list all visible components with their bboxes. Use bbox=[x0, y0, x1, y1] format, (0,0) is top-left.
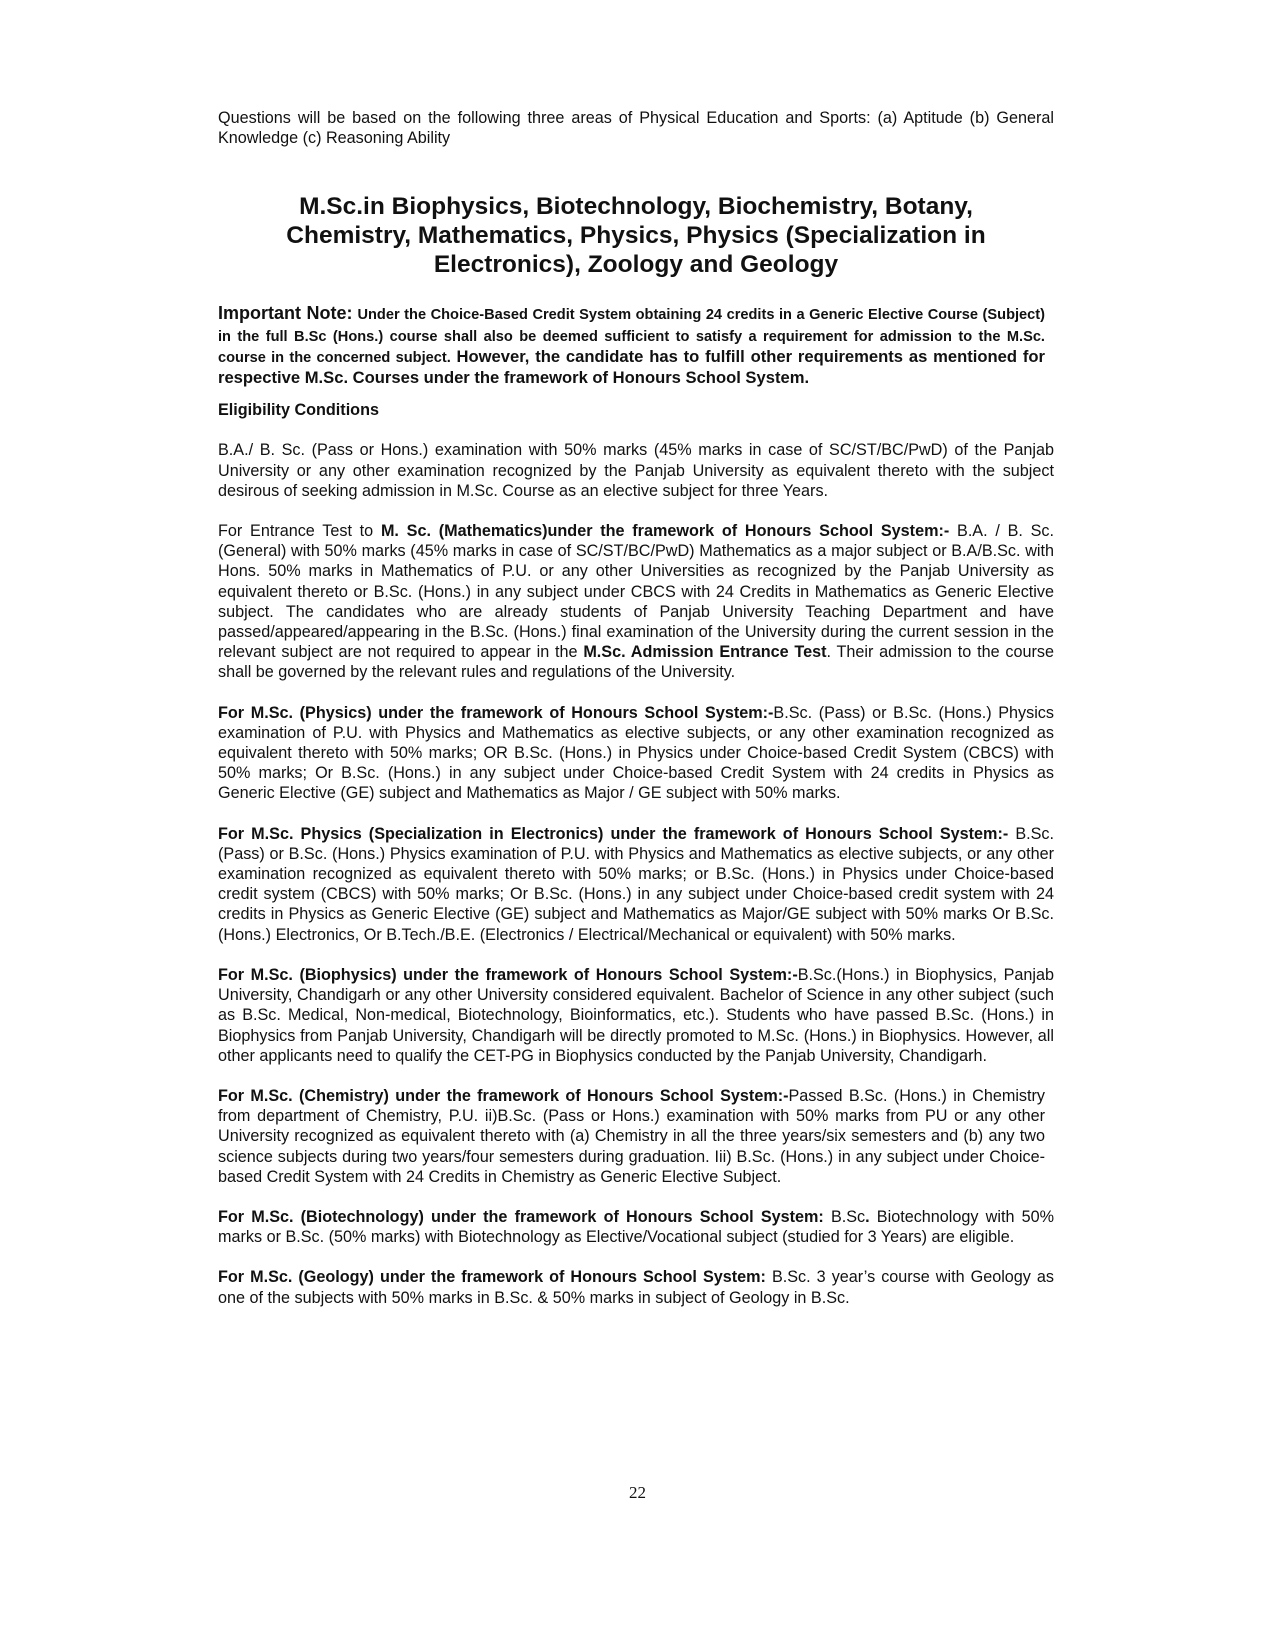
chemistry-text: Passed B.Sc. (Hons.) in Chemistry from department of Chemistry, P.U. ii)B.Sc. (Pass or Hons.) examination with 50% marks from PU or any other University recognized as equivalent thereto with (a) Chemistry in all the three years/six semesters and (b) any two science subjects during two years/four semesters during graduation. Iii) B.Sc. (Hons.) in any subject under Choice-based Credit System with 24 Credits in Chemistry as Generic Elective Subject. bbox=[218, 1086, 1045, 1186]
electronics-title: For M.Sc. Physics (Specialization in Electronics) under the framework of Honours School System:- bbox=[218, 824, 1009, 843]
geology-title: For M.Sc. (Geology) under the framework of Honours School System: bbox=[218, 1268, 766, 1287]
document-page bbox=[218, 108, 1054, 1328]
biotechnology-eligibility bbox=[218, 1207, 1054, 1247]
page-number: 22 bbox=[629, 1483, 646, 1502]
physics-text: B.Sc. (Pass) or B.Sc. (Hons.) Physics examination of P.U. with Physics and Mathematics as elective subjects, or any other examination recognized as equivalent thereto with 50% marks; OR B.Sc. (Hons.) in Physics under Choice-based Credit System (CBCS) with 50% marks; Or B.Sc. (Hons.) in any subject under Choice-based Credit System with 24 credits in Physics as Generic Elective (GE) subject and Mathematics as Major / GE subject with 50% marks. bbox=[218, 703, 1054, 803]
mathematics-text: B.A. / B. Sc. (General) with 50% marks (45% marks in case of SC/ST/BC/PwD) Mathematics as a major subject or B.A/B.Sc. with Hons. 50% marks in Mathematics of P.U. or any other Universities as recognized by the Panjab University as equivalent thereto or B.Sc. (Hons.) in any subject under CBCS with 24 Credits in Mathematics as Generic Elective subject. The candidates who are already students of Panjab University Teaching Department and have passed/appeared/appearing in the B.Sc. (Hons.) final examination of the University during the current session in the relevant subject are not required to appear in the bbox=[218, 522, 1055, 662]
mathematics-eligibility bbox=[218, 521, 1054, 683]
chemistry-title: For M.Sc. (Chemistry) under the framework of Honours School System:- bbox=[218, 1086, 789, 1105]
general-eligibility: B.A./ B. Sc. (Pass or Hons.) examination with 50% marks (45% marks in case of SC/ST/BC/PwD) of the Panjab University or any other examination recognized by the Panjab University as equivalent thereto with the subject desirous of seeking admission in M.Sc. Course as an elective subject for three Years. bbox=[218, 441, 1054, 500]
biophysics-text: B.Sc.(Hons.) in Biophysics, Panjab University, Chandigarh or any other University considered equivalent. Bachelor of Science in any other subject (such as B.Sc. Medical, Non-medical, Biotechnology, Bioinformatics, etc.). Students who have passed B.Sc. (Hons.) in Biophysics from Panjab University, Chandigarh will be directly promoted to M.Sc. (Hons.) in Biophysics. However, all other applicants need to qualify the CET-PG in Biophysics conducted by the Panjab University, Chandigarh. bbox=[218, 965, 1054, 1065]
biophysics-eligibility bbox=[218, 965, 1054, 1066]
note-label: Important Note: bbox=[218, 303, 353, 324]
biotechnology-text-a: B.Sc bbox=[830, 1207, 866, 1226]
chemistry-eligibility bbox=[218, 1086, 1045, 1187]
mathematics-test-name: M.Sc. Admission Entrance Test bbox=[583, 643, 827, 662]
geology-eligibility bbox=[218, 1267, 1054, 1307]
mathematics-text-2: . Their admission to the course shall be governed by the relevant rules and regulations of the University. bbox=[218, 643, 1054, 682]
important-note bbox=[218, 303, 1045, 388]
electronics-text: B.Sc. (Pass) or B.Sc. (Hons.) Physics examination of P.U. with Physics and Mathematics as elective subjects, or any other examination recognized as equivalent thereto with 50% marks; or B.Sc. (Hons.) in Physics under Choice-based credit system (CBCS) with 50% marks; Or B.Sc. (Hons.) in any subject under Choice-based credit system with 24 credits in Physics as Generic Elective (GE) subject and Mathematics as Major/GE subject with 50% marks Or B.Sc. (Hons.) Electronics, Or B.Tech./B.E. (Electronics / Electrical/Mechanical or equivalent) with 50% marks. bbox=[218, 824, 1055, 944]
mathematics-title: M. Sc. (Mathematics)under the framework of Honours School System:- bbox=[380, 522, 950, 541]
biotechnology-title: For M.Sc. (Biotechnology) under the framework of Honours School System: bbox=[218, 1207, 824, 1226]
intro-text: Questions will be based on the following three areas of Physical Education and Sports: (a) Aptitude (b) General Knowledge (c) Reasoning Ability bbox=[218, 109, 1054, 148]
note-text-2: However, the candidate has to fulfill other requirements as mentioned for respective M.Sc. Courses under the framework of Honours School System. bbox=[218, 346, 1045, 388]
eligibility-heading: Eligibility Conditions bbox=[218, 401, 379, 420]
physics-eligibility bbox=[218, 703, 1054, 804]
geology-text: B.Sc. 3 year’s course with Geology as one of the subjects with 50% marks in B.Sc. & 50% marks in subject of Geology in B.Sc. bbox=[218, 1268, 1055, 1307]
note-text-1: Under the Choice-Based Credit System obtaining 24 credits in a Generic Elective Course (Subject) in the full B.Sc (Hons.) course shall also be deemed sufficient to satisfy a requirement for admission to the M.Sc. course in the concerned subject. bbox=[218, 307, 1045, 366]
biotechnology-dot: . bbox=[865, 1207, 870, 1226]
biotechnology-text-b: Biotechnology with 50% marks or B.Sc. (50% marks) with Biotechnology as Elective/Vocational subject (studied for 3 Years) are eligible. bbox=[218, 1207, 1054, 1247]
mathematics-pre: For Entrance Test to bbox=[218, 522, 374, 541]
section-heading: M.Sc.in Biophysics, Biotechnology, Biochemistry, Botany, Chemistry, Mathematics, Physics, Physics (Specialization in Electronics), Zoology and Geology bbox=[286, 193, 986, 279]
physics-title: For M.Sc. (Physics) under the framework of Honours School System:- bbox=[218, 703, 774, 722]
biophysics-title: For M.Sc. (Biophysics) under the framework of Honours School System:- bbox=[218, 965, 798, 984]
electronics-eligibility bbox=[218, 824, 1054, 945]
